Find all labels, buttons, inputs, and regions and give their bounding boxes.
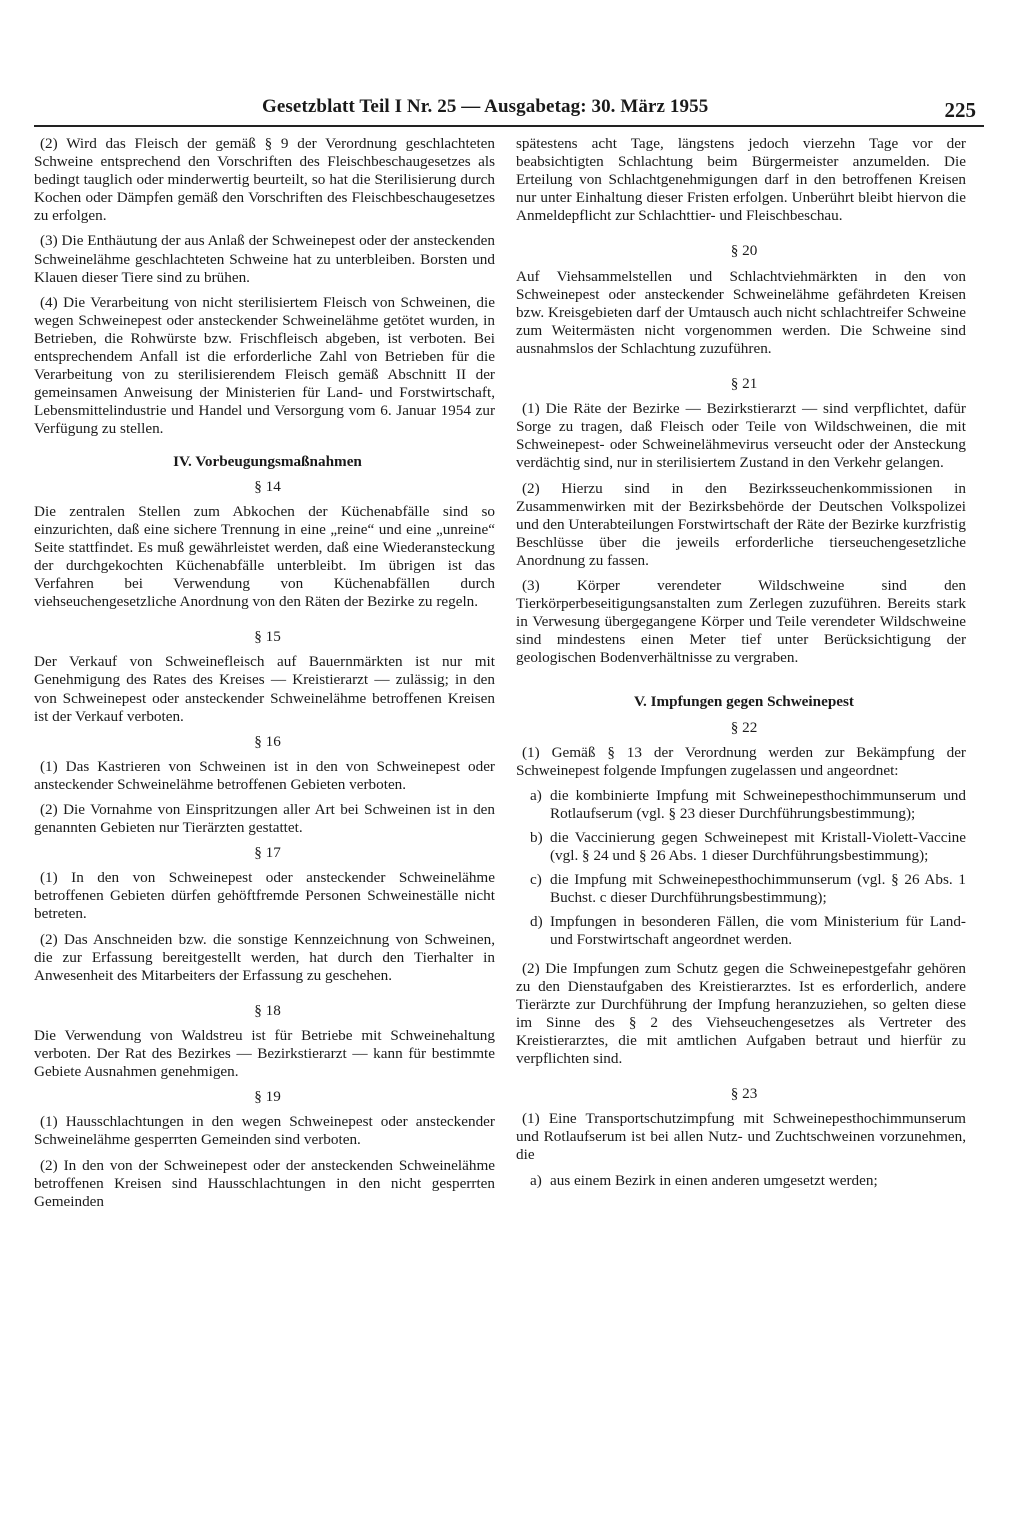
list-label: a)	[530, 1171, 542, 1189]
paragraph: (2) Das Anschneiden bzw. die sonstige Kennzeichnung von Schweinen, die zur Erfassung bereitgestellt werden, hat durch den Tierhalter in Anwesenheit des Mitarbeiters der Erfassung zu geschehen.	[34, 930, 495, 984]
left-column	[34, 135, 495, 1218]
header-rule	[34, 125, 984, 127]
section-heading: § 21	[730, 375, 758, 393]
paragraph: (2) Die Vornahme von Einspritzungen aller Art bei Schweinen ist in den genannten Gebieten nur Tierärzten gestattet.	[34, 801, 495, 837]
section-heading: § 17	[254, 844, 281, 862]
paragraph: (2) In den von der Schweinepest oder der ansteckenden Schweinelähme betroffenen Kreisen sind Hausschlachtungen in den nicht gesperrten Gemeinden	[34, 1156, 495, 1210]
list-text: die Vaccinierung gegen Schweinepest mit Kristall-Violett-Vaccine (vgl. § 24 und § 26 Abs. 1 dieser Durchführungsbestimmung);	[550, 829, 966, 865]
paragraph: (1) Die Räte der Bezirke — Bezirkstierarzt — sind verpflichtet, dafür Sorge zu tragen, daß Fleisch oder Teile von Wildschweinen, die mit Schweinepest- oder Schweinelähmevirus verseucht oder der Ansteckung verdächtig sind, nur in sterilisiertem Zustand in den Verkehr gelangen.	[516, 400, 966, 472]
list-text: Impfungen in besonderen Fällen, die vom Ministerium für Land- und Forstwirtschaft angeordnet werden.	[550, 913, 966, 949]
list-label: c)	[530, 871, 542, 889]
paragraph: (2) Die Impfungen zum Schutz gegen die Schweinepestgefahr gehören zu den Dienstaufgaben des Kreistierarztes. Ist es erforderlich, andere Tierärzte zur Durchführung der Impfung heranzuziehen, so gelten diese im Sinne des § 2 des Viehseuchengesetzes als Vertreter des Kreistierarztes, die mit amtlichen Aufgaben betraut und hierfür zu verpflichten sind.	[516, 959, 966, 1068]
paragraph: spätestens acht Tage, längstens jedoch vierzehn Tage vor der beabsichtigten Schlachtung beim Bürgermeister anzumelden. Die Erteilung von Schlachtgenehmigungen darf in den betroffenen Kreisen nur unter Einhaltung dieser Fristen erfolgen. Unberührt bleibt hiervon die Anmeldepflicht zur Schlachttier- und Fleischbeschau.	[516, 135, 966, 225]
list-item	[516, 787, 966, 823]
paragraph: Die Verwendung von Waldstreu ist für Betriebe mit Schweinehaltung verboten. Der Rat des Bezirkes — Bezirkstierarzt — kann für bestimmte Gebiete Ausnahmen genehmigen.	[34, 1026, 495, 1081]
spacer	[34, 618, 495, 628]
list-item	[516, 913, 966, 949]
list-label: b)	[530, 829, 543, 846]
paragraph: Der Verkauf von Schweinefleisch auf Bauernmärkten ist nur mit Genehmigung des Rates des Kreises — Kreistierarzt — zulässig; in den von Schweinepest oder ansteckender Schweinelähme betroffenen Kreisen ist der Verkauf verboten.	[34, 653, 495, 725]
list-item	[516, 829, 966, 865]
paragraph: Auf Viehsammelstellen und Schlachtviehmärkten in den von Schweinepest oder ansteckender Schweinelähme gefährdeten Kreisen bzw. Kreisgebieten darf der Umtausch auch nicht schlachtreifer Schweine zum Weitermästen nicht vorgenommen werden. Die Schweine sind ausnahmslos der Schlachtung zuzuführen.	[516, 267, 966, 357]
chapter-heading: IV. Vorbeugungsmaßnahmen	[173, 452, 362, 470]
page-number: 225	[944, 98, 976, 122]
paragraph: (1) Eine Transportschutzimpfung mit Schweinepesthochimmunserum und Rotlaufserum ist bei allen Nutz- und Zuchtschweinen vorzunehmen, die	[516, 1110, 966, 1164]
section-heading: § 15	[254, 628, 281, 646]
list-label: d)	[530, 913, 543, 931]
list-item	[516, 871, 966, 907]
spacer	[516, 232, 966, 242]
spacer	[34, 992, 495, 1002]
paragraph: (1) Gemäß § 13 der Verordnung werden zur Bekämpfung der Schweinepest folgende Impfungen zugelassen und angeordnet:	[516, 743, 966, 779]
paragraph: (1) Hausschlachtungen in den wegen Schweinepest oder ansteckender Schweinelähme gesperrten Gemeinden sind verboten.	[34, 1113, 495, 1149]
paragraph: (1) Das Kastrieren von Schweinen ist in den von Schweinepest oder ansteckender Schweinelähme betroffenen Gebieten verboten.	[34, 757, 495, 793]
header-title: Gesetzblatt Teil I Nr. 25 — Ausgabetag: 30. März 1955	[262, 96, 709, 117]
paragraph: (1) In den von Schweinepest oder ansteckender Schweinelähme betroffenen Gebieten dürfen gehöftfremde Personen Schweineställe nicht betreten.	[34, 869, 495, 923]
paragraph: Die zentralen Stellen zum Abkochen der Küchenabfälle sind so einzurichten, daß eine sichere Trennung in eine „reine“ und eine „unreine“ Seite stattfindet. Es muß gewährleistet werden, daß eine Wiederansteckung der durchgekochten Küchenabfälle unterbleibt. Im übrigen ist das Verfahren bei Verwendung von Küchenabfällen durch viehseuchengesetzliche Anordnung von den Räten der Bezirke zu regeln.	[34, 502, 495, 611]
section-heading: § 20	[730, 242, 758, 260]
chapter-heading: V. Impfungen gegen Schweinepest	[634, 693, 854, 711]
list-text: die kombinierte Impfung mit Schweinepesthochimmunserum und Rotlaufserum (vgl. § 23 dieser Durchführungsbestimmung);	[550, 786, 966, 822]
section-heading: § 18	[254, 1001, 281, 1019]
paragraph: (2) Hierzu sind in den Bezirksseuchenkommissionen in Zusammenwirken mit der Bezirksbehörde der Deutschen Volkspolizei und den Unterabteilungen Forstwirtschaft der Räte der Bezirke kurzfristig Beschlüsse über die jeweils erforderliche tierseuchengesetzliche Anordnung zu fassen.	[516, 479, 966, 569]
list-label: a)	[530, 786, 542, 804]
section-heading: § 19	[254, 1088, 281, 1106]
paragraph: (3) Körper verendeter Wildschweine sind den Tierkörperbeseitigungsanstalten zum Zerlegen zuzuführen. Bereits stark in Verwesung übergegangene Körper und Teile verendeter Wildschweine sind mindestens einen Meter tief unter Berücksichtigung der geologischen Bodenverhältnisse zu vergraben.	[516, 576, 966, 667]
section-heading: § 23	[730, 1085, 758, 1103]
list-item	[516, 1172, 966, 1190]
spacer	[516, 1075, 966, 1085]
list-text: aus einem Bezirk in einen anderen umgesetzt werden;	[550, 1171, 878, 1189]
section-heading: § 16	[254, 732, 281, 750]
paragraph: (2) Wird das Fleisch der gemäß § 9 der Verordnung geschlachteten Schweine entsprechend den Vorschriften des Fleischbeschaugesetzes als bedingt tauglich oder minderwertig beurteilt, so hat die Sterilisierung durch Kochen oder Dämpfen gemäß den Vorschriften des Fleischbeschaugesetzes zu erfolgen.	[34, 135, 495, 225]
paragraph: (4) Die Verarbeitung von nicht sterilisiertem Fleisch von Schweinen, die wegen Schweinepest oder ansteckender Schweinelähme getötet wurden, in Betrieben, die Rohwürste bzw. Frischfleisch abgeben, ist verboten. Bei entsprechendem Anfall ist die erforderliche Zahl von Betrieben für die Verarbeitung von zu sterilisierendem Fleisch gemäß Abschnitt II der gemeinsamen Anweisung der Ministerien für Land- und Forstwirtschaft, Lebensmittelindustrie und Handel und Versorgung vom 6. Januar 1954 zur Verfügung zu stellen.	[34, 293, 495, 438]
spacer	[516, 365, 966, 375]
paragraph: (3) Die Enthäutung der aus Anlaß der Schweinepest oder der ansteckenden Schweinelähme geschlachteten Schweine hat zu unterbleiben. Borsten und Klauen dieser Tiere sind zu brühen.	[34, 232, 495, 286]
right-column	[516, 135, 966, 1196]
section-heading: § 14	[254, 477, 281, 495]
section-heading: § 22	[730, 718, 758, 736]
list-text: die Impfung mit Schweinepesthochimmunserum (vgl. § 26 Abs. 1 Buchst. c dieser Durchführungsbestimmung);	[550, 871, 966, 907]
